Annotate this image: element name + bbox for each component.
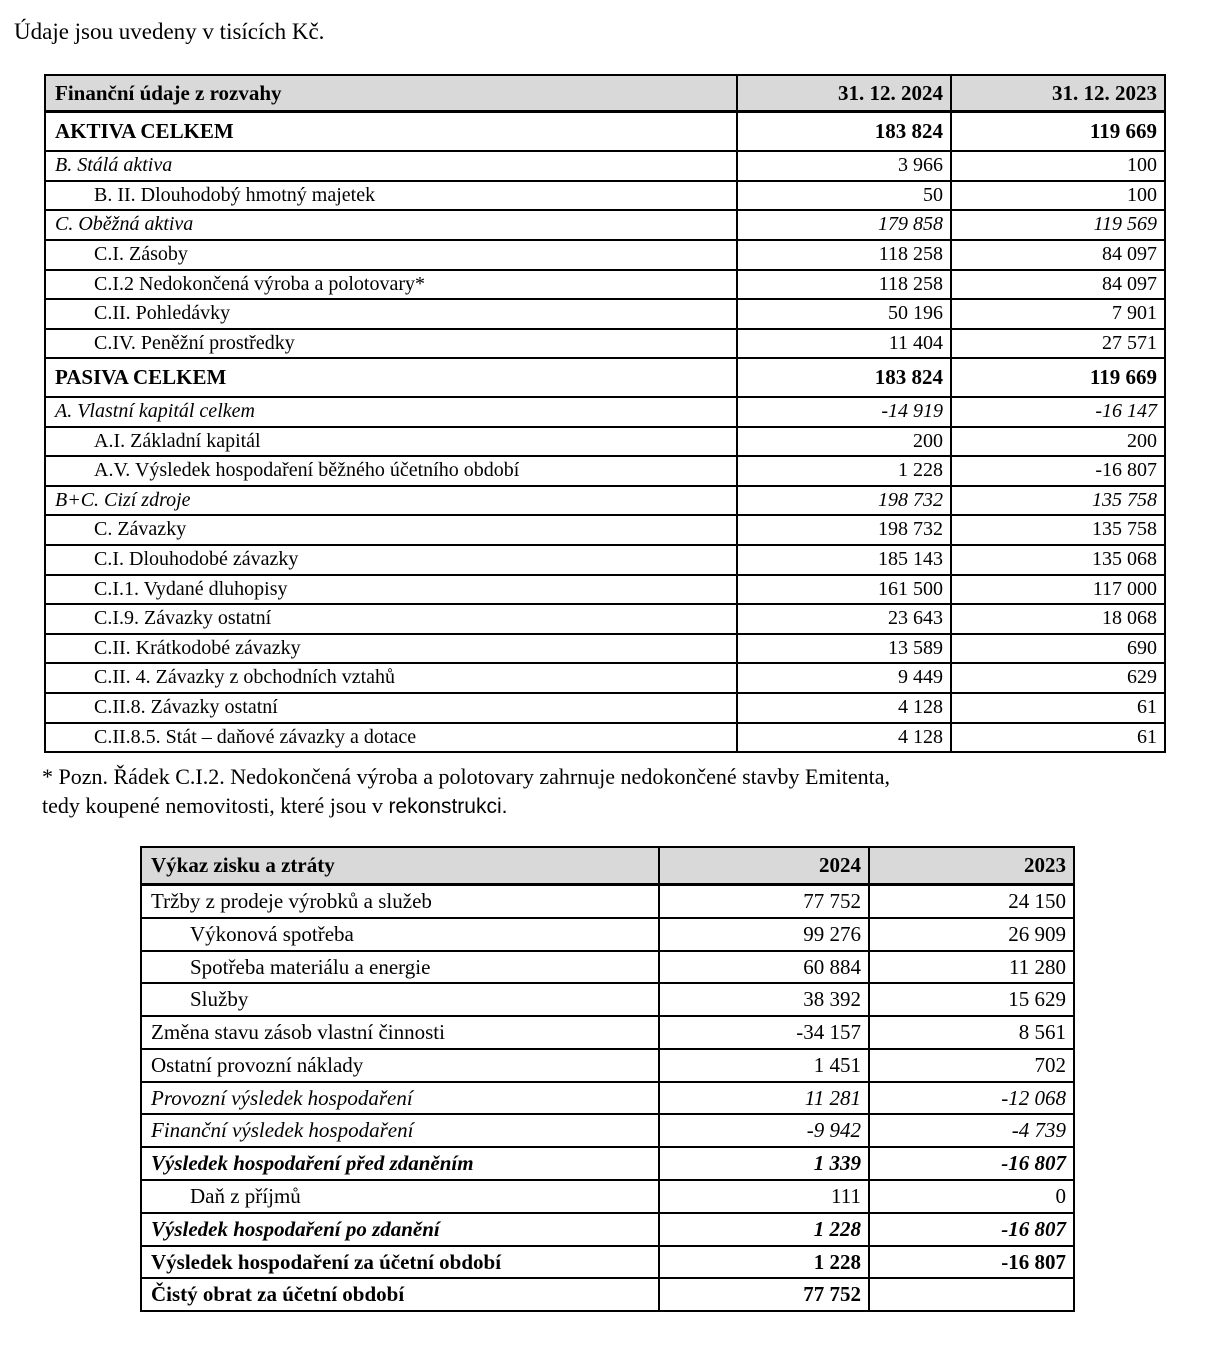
row-value-2024: 200 xyxy=(737,427,951,457)
row-value-2024: 4 128 xyxy=(737,723,951,753)
footnote-line2: tedy koupené nemovitosti, které jsou v xyxy=(42,792,389,818)
row-value-2024: 50 xyxy=(737,181,951,211)
row-value-2023: -16 147 xyxy=(951,397,1165,427)
row-value-2024: 11 404 xyxy=(737,329,951,359)
row-label: C.I. Zásoby xyxy=(45,240,737,270)
footnote-line1: * Pozn. Řádek C.I.2. Nedokončená výroba a polotovary zahrnuje nedokončené stavby Emitenta, xyxy=(42,764,890,790)
table-row xyxy=(141,1016,1074,1049)
row-label: AKTIVA CELKEM xyxy=(45,112,737,151)
row-value-2024: 1 451 xyxy=(659,1049,869,1082)
table-row xyxy=(45,240,1165,270)
row-value-2023: 100 xyxy=(951,151,1165,181)
income-table-title: Výkaz zisku a ztráty xyxy=(141,847,659,884)
row-value-2024: 60 884 xyxy=(659,951,869,984)
row-value-2024: 111 xyxy=(659,1180,869,1213)
table-row xyxy=(45,575,1165,605)
income-statement-table xyxy=(140,846,1075,1312)
row-label: B. II. Dlouhodobý hmotný majetek xyxy=(45,181,737,211)
balance-header-row xyxy=(45,75,1165,112)
row-label: Výsledek hospodaření po zdanění xyxy=(141,1213,659,1246)
table-row-pasiva-celkem xyxy=(45,358,1165,397)
balance-table-title: Finanční údaje z rozvahy xyxy=(45,75,737,112)
intro-text: Údaje jsou uvedeny v tisících Kč. xyxy=(14,19,325,44)
row-value-2023: 0 xyxy=(869,1180,1074,1213)
row-value-2023: 119 569 xyxy=(951,210,1165,240)
row-label: C.II.8. Závazky ostatní xyxy=(45,693,737,723)
row-value-2023: 200 xyxy=(951,427,1165,457)
row-value-2023 xyxy=(869,1278,1074,1311)
table-row-financni-vysledek xyxy=(141,1114,1074,1147)
row-value-2023: 117 000 xyxy=(951,575,1165,605)
row-label: C. Závazky xyxy=(45,515,737,545)
row-value-2024: 4 128 xyxy=(737,693,951,723)
row-label: Daň z příjmů xyxy=(141,1180,659,1213)
row-value-2023: 61 xyxy=(951,723,1165,753)
row-value-2023: 119 669 xyxy=(951,358,1165,397)
row-value-2023: 8 561 xyxy=(869,1016,1074,1049)
row-value-2023: 135 758 xyxy=(951,486,1165,516)
row-value-2023: 84 097 xyxy=(951,240,1165,270)
row-value-2023: -4 739 xyxy=(869,1114,1074,1147)
row-value-2023: 84 097 xyxy=(951,270,1165,300)
table-row xyxy=(141,1049,1074,1082)
row-label: Výsledek hospodaření před zdaněním xyxy=(141,1147,659,1180)
row-label: C.II. Pohledávky xyxy=(45,299,737,329)
table-row-cisty-obrat xyxy=(141,1278,1074,1311)
row-value-2024: 3 966 xyxy=(737,151,951,181)
table-row xyxy=(45,181,1165,211)
row-value-2024: 50 196 xyxy=(737,299,951,329)
row-label: C.II. 4. Závazky z obchodních vztahů xyxy=(45,663,737,693)
row-value-2024: 99 276 xyxy=(659,918,869,951)
row-label: A.V. Výsledek hospodaření běžného účetního období xyxy=(45,456,737,486)
row-value-2023: 135 068 xyxy=(951,545,1165,575)
footnote-highlight-word: rekonstrukci. xyxy=(388,794,508,818)
row-value-2023: 690 xyxy=(951,634,1165,664)
row-value-2023: 18 068 xyxy=(951,604,1165,634)
row-value-2024: 38 392 xyxy=(659,983,869,1016)
row-value-2023: 61 xyxy=(951,693,1165,723)
row-value-2023: -16 807 xyxy=(869,1246,1074,1279)
row-value-2023: 119 669 xyxy=(951,112,1165,151)
row-value-2023: 15 629 xyxy=(869,983,1074,1016)
row-value-2024: 77 752 xyxy=(659,1278,869,1311)
row-label: C.I. Dlouhodobé závazky xyxy=(45,545,737,575)
row-label: Ostatní provozní náklady xyxy=(141,1049,659,1082)
income-header-row xyxy=(141,847,1074,884)
table-row xyxy=(45,663,1165,693)
table-row-aktiva-celkem xyxy=(45,112,1165,151)
row-value-2024: -9 942 xyxy=(659,1114,869,1147)
row-value-2023: 7 901 xyxy=(951,299,1165,329)
balance-sheet-table xyxy=(44,74,1166,754)
row-value-2023: 702 xyxy=(869,1049,1074,1082)
income-col-header-2024: 2024 xyxy=(659,847,869,884)
income-col-header-2023: 2023 xyxy=(869,847,1074,884)
table-row xyxy=(45,270,1165,300)
row-value-2024: 11 281 xyxy=(659,1082,869,1115)
row-value-2024: 1 339 xyxy=(659,1147,869,1180)
row-value-2023: 100 xyxy=(951,181,1165,211)
row-value-2024: 1 228 xyxy=(737,456,951,486)
row-value-2023: -16 807 xyxy=(951,456,1165,486)
table-row xyxy=(45,299,1165,329)
row-value-2024: 183 824 xyxy=(737,112,951,151)
row-value-2024: 185 143 xyxy=(737,545,951,575)
table-row-cizi-zdroje xyxy=(45,486,1165,516)
row-label: Tržby z prodeje výrobků a služeb xyxy=(141,885,659,918)
row-value-2023: -16 807 xyxy=(869,1147,1074,1180)
row-value-2024: 13 589 xyxy=(737,634,951,664)
row-label: Provozní výsledek hospodaření xyxy=(141,1082,659,1115)
table-row-vysledek-za-obdobi xyxy=(141,1246,1074,1279)
row-label: C.I.9. Závazky ostatní xyxy=(45,604,737,634)
footnote xyxy=(42,763,1210,820)
row-label: B+C. Cizí zdroje xyxy=(45,486,737,516)
row-value-2023: 27 571 xyxy=(951,329,1165,359)
row-label: Výkonová spotřeba xyxy=(141,918,659,951)
row-value-2024: 23 643 xyxy=(737,604,951,634)
row-label: A. Vlastní kapitál celkem xyxy=(45,397,737,427)
row-value-2023: 26 909 xyxy=(869,918,1074,951)
table-row xyxy=(45,545,1165,575)
document-page xyxy=(0,18,1210,1312)
row-value-2024: 118 258 xyxy=(737,270,951,300)
table-row-provozni-vysledek xyxy=(141,1082,1074,1115)
row-value-2023: -16 807 xyxy=(869,1213,1074,1246)
table-row xyxy=(45,515,1165,545)
table-row xyxy=(45,456,1165,486)
row-label: C.I.1. Vydané dluhopisy xyxy=(45,575,737,605)
table-row xyxy=(45,634,1165,664)
table-row xyxy=(141,951,1074,984)
table-row xyxy=(45,604,1165,634)
row-label: Služby xyxy=(141,983,659,1016)
table-row xyxy=(141,918,1074,951)
row-value-2023: 135 758 xyxy=(951,515,1165,545)
table-row-obezna-aktiva xyxy=(45,210,1165,240)
row-value-2024: 179 858 xyxy=(737,210,951,240)
row-value-2023: 11 280 xyxy=(869,951,1074,984)
row-value-2023: -12 068 xyxy=(869,1082,1074,1115)
row-label: C.I.2 Nedokončená výroba a polotovary* xyxy=(45,270,737,300)
table-row-vlastni-kapital xyxy=(45,397,1165,427)
row-value-2024: -14 919 xyxy=(737,397,951,427)
row-value-2024: 1 228 xyxy=(659,1213,869,1246)
row-label: C.II. Krátkodobé závazky xyxy=(45,634,737,664)
row-value-2024: 161 500 xyxy=(737,575,951,605)
table-row xyxy=(45,329,1165,359)
table-row-vysledek-po-zdaneni xyxy=(141,1213,1074,1246)
row-label: A.I. Základní kapitál xyxy=(45,427,737,457)
balance-col-header-2024: 31. 12. 2024 xyxy=(737,75,951,112)
table-row xyxy=(141,1180,1074,1213)
row-label: Čistý obrat za účetní období xyxy=(141,1278,659,1311)
row-value-2023: 24 150 xyxy=(869,885,1074,918)
table-row xyxy=(45,693,1165,723)
row-label: C.II.8.5. Stát – daňové závazky a dotace xyxy=(45,723,737,753)
row-value-2024: 77 752 xyxy=(659,885,869,918)
row-value-2024: 1 228 xyxy=(659,1246,869,1279)
row-value-2024: 183 824 xyxy=(737,358,951,397)
row-label: Změna stavu zásob vlastní činnosti xyxy=(141,1016,659,1049)
row-value-2024: 198 732 xyxy=(737,515,951,545)
table-row-vysledek-pred-zdanenim xyxy=(141,1147,1074,1180)
table-row-trzby xyxy=(141,885,1074,918)
row-label: B. Stálá aktiva xyxy=(45,151,737,181)
row-value-2023: 629 xyxy=(951,663,1165,693)
row-label: Spotřeba materiálu a energie xyxy=(141,951,659,984)
row-value-2024: -34 157 xyxy=(659,1016,869,1049)
row-label: Výsledek hospodaření za účetní období xyxy=(141,1246,659,1279)
table-row-stala-aktiva xyxy=(45,151,1165,181)
row-label: PASIVA CELKEM xyxy=(45,358,737,397)
table-row xyxy=(45,427,1165,457)
row-label: C. Oběžná aktiva xyxy=(45,210,737,240)
row-value-2024: 118 258 xyxy=(737,240,951,270)
row-label: C.IV. Peněžní prostředky xyxy=(45,329,737,359)
table-row xyxy=(45,723,1165,753)
row-label: Finanční výsledek hospodaření xyxy=(141,1114,659,1147)
table-row xyxy=(141,983,1074,1016)
balance-col-header-2023: 31. 12. 2023 xyxy=(951,75,1165,112)
row-value-2024: 198 732 xyxy=(737,486,951,516)
row-value-2024: 9 449 xyxy=(737,663,951,693)
